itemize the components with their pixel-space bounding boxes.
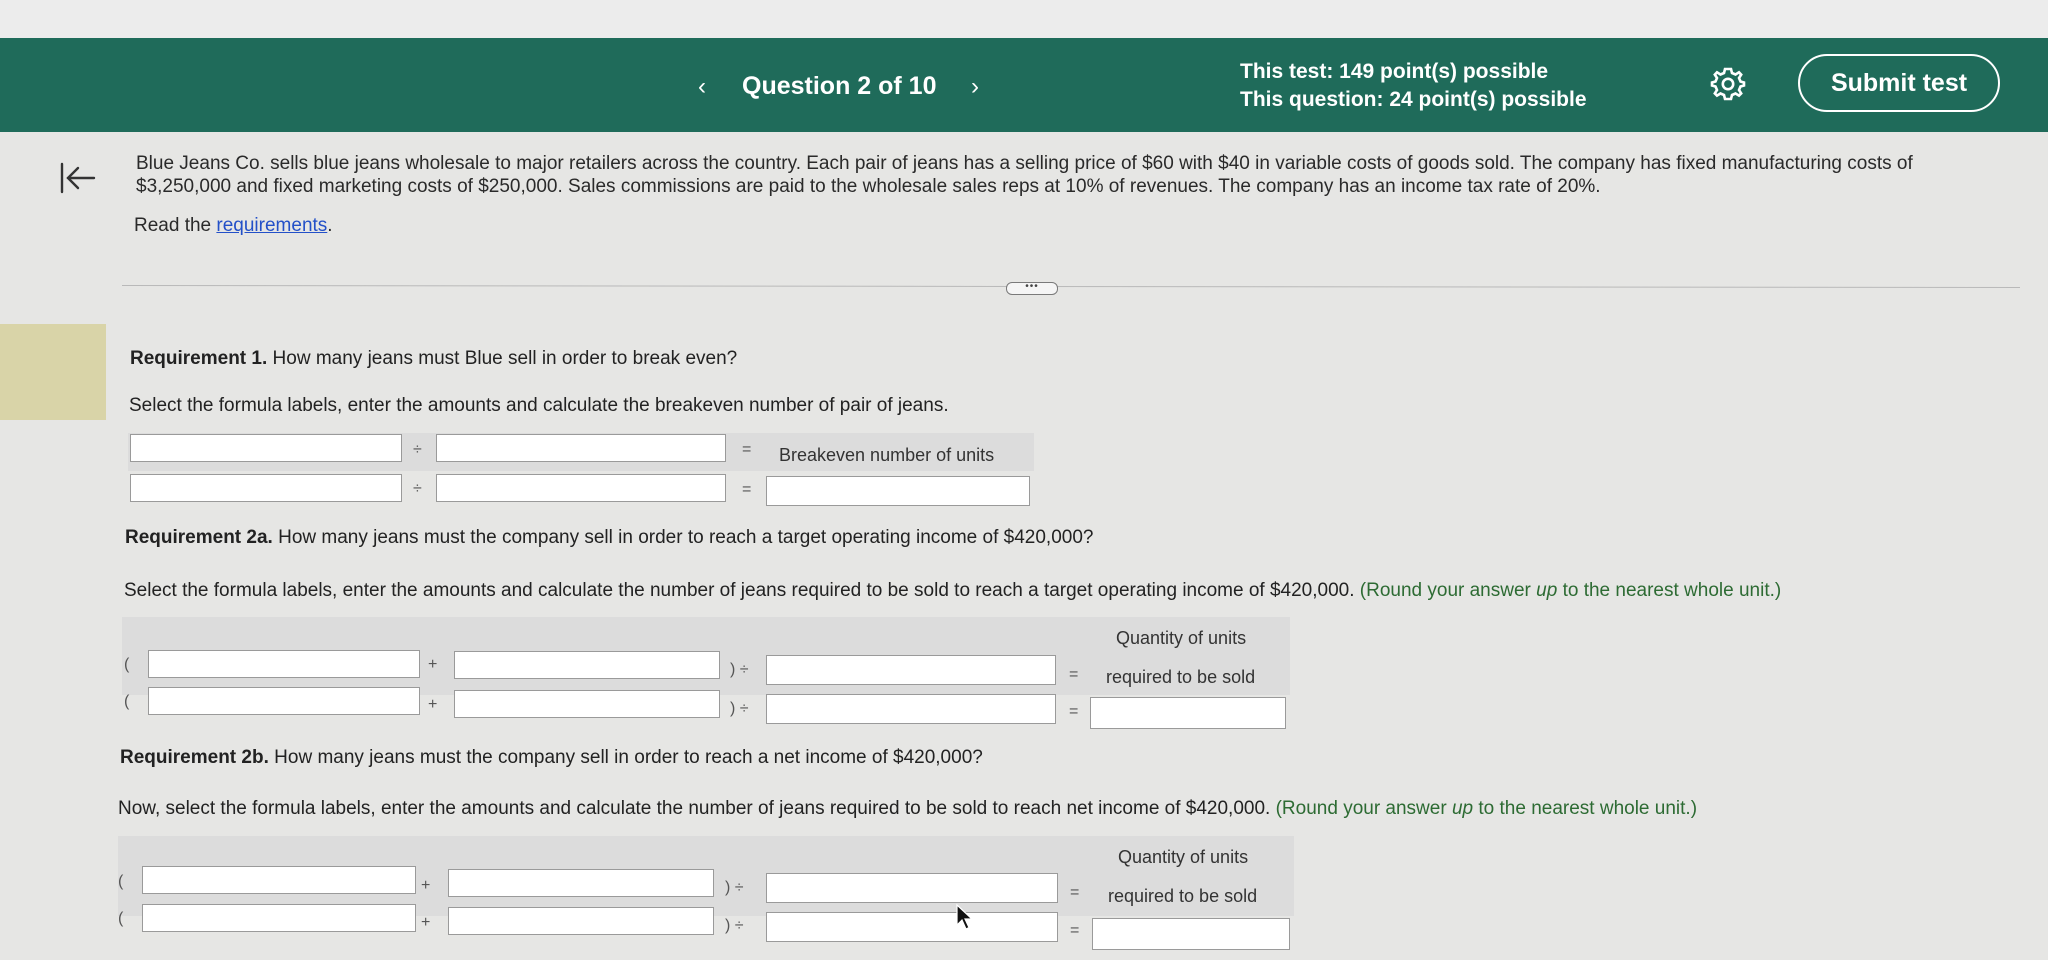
req2b-bold-label: Requirement 2b. bbox=[120, 747, 269, 768]
left-highlight-bar bbox=[0, 324, 106, 420]
test-header bbox=[0, 38, 2048, 132]
req2a-result-input[interactable] bbox=[1090, 697, 1286, 729]
req2a-amount-input-2[interactable] bbox=[454, 690, 720, 718]
req2b-open-paren-1: ( bbox=[118, 873, 124, 890]
section-divider bbox=[122, 285, 2020, 288]
req2a-plus-sign-2: + bbox=[428, 696, 438, 713]
req2a-instruction-text: Select the formula labels, enter the amounts and calculate the number of jeans required to be sold to reach a target operating income of $420,000. bbox=[124, 580, 1360, 601]
req2a-round-note-em: up bbox=[1536, 580, 1558, 601]
req2b-question-text: How many jeans must the company sell in order to reach a net income of $420,000? bbox=[268, 747, 983, 768]
req2b-instruction-text: Now, select the formula labels, enter the amounts and calculate the number of jeans required to be sold to reach net income of $420,000. bbox=[118, 798, 1276, 819]
req1-label-dropdown-1[interactable] bbox=[130, 434, 402, 462]
question-points: This question: 24 point(s) possible bbox=[1240, 88, 1587, 111]
req2a-amount-input-3[interactable] bbox=[766, 694, 1056, 724]
req2b-plus-sign-1: + bbox=[421, 877, 431, 894]
req2b-amount-input-2[interactable] bbox=[448, 907, 714, 935]
req2a-result-label-line1: Quantity of units bbox=[1116, 628, 1247, 648]
req1-label-dropdown-2[interactable] bbox=[436, 434, 726, 462]
submit-test-button[interactable]: Submit test bbox=[1798, 54, 2000, 112]
req2a-close-divide-1: ) ÷ bbox=[730, 661, 749, 678]
req1-question bbox=[130, 348, 737, 370]
req2b-question bbox=[120, 747, 983, 769]
req2b-open-paren-2: ( bbox=[118, 910, 124, 927]
req2b-close-divide-2: ) ÷ bbox=[725, 917, 744, 934]
req1-result-input[interactable] bbox=[766, 476, 1030, 506]
req2a-equals-sign-2: = bbox=[1069, 703, 1079, 720]
req2a-round-note bbox=[1360, 580, 1781, 601]
req1-amount-input-1[interactable] bbox=[130, 474, 402, 502]
req1-amount-input-2[interactable] bbox=[436, 474, 726, 502]
next-question-button[interactable]: › bbox=[971, 73, 979, 100]
mouse-pointer-icon bbox=[955, 903, 977, 931]
req2a-label-dropdown-3[interactable] bbox=[766, 655, 1056, 685]
req2b-amount-input-1[interactable] bbox=[142, 904, 416, 932]
req2a-label-dropdown-1[interactable] bbox=[148, 650, 420, 678]
req2a-result-label-line2: required to be sold bbox=[1106, 667, 1256, 687]
req2b-label-dropdown-2[interactable] bbox=[448, 869, 714, 897]
req2b-label-dropdown-1[interactable] bbox=[142, 866, 416, 894]
req2b-round-note-post: to the nearest whole unit.) bbox=[1473, 798, 1698, 819]
req2a-amount-input-1[interactable] bbox=[148, 687, 420, 715]
req2b-close-divide-1: ) ÷ bbox=[725, 879, 744, 896]
req2b-equals-sign-1: = bbox=[1070, 884, 1080, 901]
req2b-plus-sign-2: + bbox=[421, 914, 431, 931]
read-requirements bbox=[134, 215, 333, 237]
previous-question-button[interactable]: ‹ bbox=[698, 73, 706, 100]
question-counter: Question 2 of 10 bbox=[742, 72, 937, 100]
req2b-result-label-line2: required to be sold bbox=[1108, 886, 1258, 906]
req2b-equals-sign-2: = bbox=[1070, 922, 1080, 939]
req2b-result-label-line1: Quantity of units bbox=[1118, 847, 1249, 867]
req2a-close-divide-2: ) ÷ bbox=[730, 700, 749, 717]
req2b-round-note-em: up bbox=[1451, 798, 1474, 819]
req2a-round-note-post: to the nearest whole unit.) bbox=[1557, 580, 1782, 601]
req2a-instruction bbox=[124, 580, 1781, 602]
req1-result-label: Breakeven number of units bbox=[779, 445, 995, 465]
req1-divide-sign-2: ÷ bbox=[413, 480, 422, 497]
req2a-open-paren-2: ( bbox=[124, 693, 130, 710]
req2b-round-note-pre: (Round your answer bbox=[1275, 798, 1452, 819]
req2b-round-note bbox=[1276, 798, 1697, 819]
browser-top-strip bbox=[0, 0, 2048, 38]
req2b-result-input[interactable] bbox=[1092, 918, 1290, 950]
expand-dots-button[interactable]: ••• bbox=[1006, 282, 1058, 295]
req1-divide-sign: ÷ bbox=[413, 441, 422, 458]
req1-equals-sign-2: = bbox=[742, 481, 752, 498]
req2a-plus-sign-1: + bbox=[428, 656, 438, 673]
req2b-amount-input-3[interactable] bbox=[766, 912, 1058, 942]
req1-instruction: Select the formula labels, enter the amounts and calculate the breakeven number of pair of jeans. bbox=[129, 395, 949, 416]
req1-equals-sign: = bbox=[742, 441, 752, 458]
gear-icon[interactable] bbox=[1708, 64, 1748, 104]
requirements-link[interactable]: requirements bbox=[216, 215, 328, 236]
req2a-bold-label: Requirement 2a. bbox=[125, 527, 273, 548]
collapse-arrow-icon[interactable] bbox=[58, 160, 98, 196]
req2b-instruction bbox=[118, 798, 1697, 820]
req2a-equals-sign-1: = bbox=[1069, 666, 1079, 683]
req1-bold-label: Requirement 1. bbox=[130, 348, 268, 369]
read-requirements-suffix: . bbox=[327, 215, 333, 236]
req2b-label-dropdown-3[interactable] bbox=[766, 873, 1058, 903]
req2a-round-note-pre: (Round your answer bbox=[1359, 580, 1537, 601]
req2a-open-paren-1: ( bbox=[124, 656, 130, 673]
req1-question-text: How many jeans must Blue sell in order to break even? bbox=[267, 348, 738, 369]
req2a-label-dropdown-2[interactable] bbox=[454, 651, 720, 679]
problem-statement: Blue Jeans Co. sells blue jeans wholesale to major retailers across the country. Each pair of jeans has a selling price of $60 with $40 in variable costs of goods sold. The company has fixed manufacturing costs of $3,250,000 and fixed marketing costs of $250,000. Sales commissions are paid to the wholesale sales reps at 10% of revenues. The company has an income tax rate of 20%. bbox=[136, 153, 1913, 197]
test-points: This test: 149 point(s) possible bbox=[1240, 60, 1549, 83]
req2a-question bbox=[125, 527, 1093, 549]
read-requirements-prefix: Read the bbox=[134, 215, 217, 236]
req2a-question-text: How many jeans must the company sell in order to reach a target operating income of $420,000? bbox=[272, 527, 1094, 548]
points-info bbox=[1240, 58, 1587, 114]
